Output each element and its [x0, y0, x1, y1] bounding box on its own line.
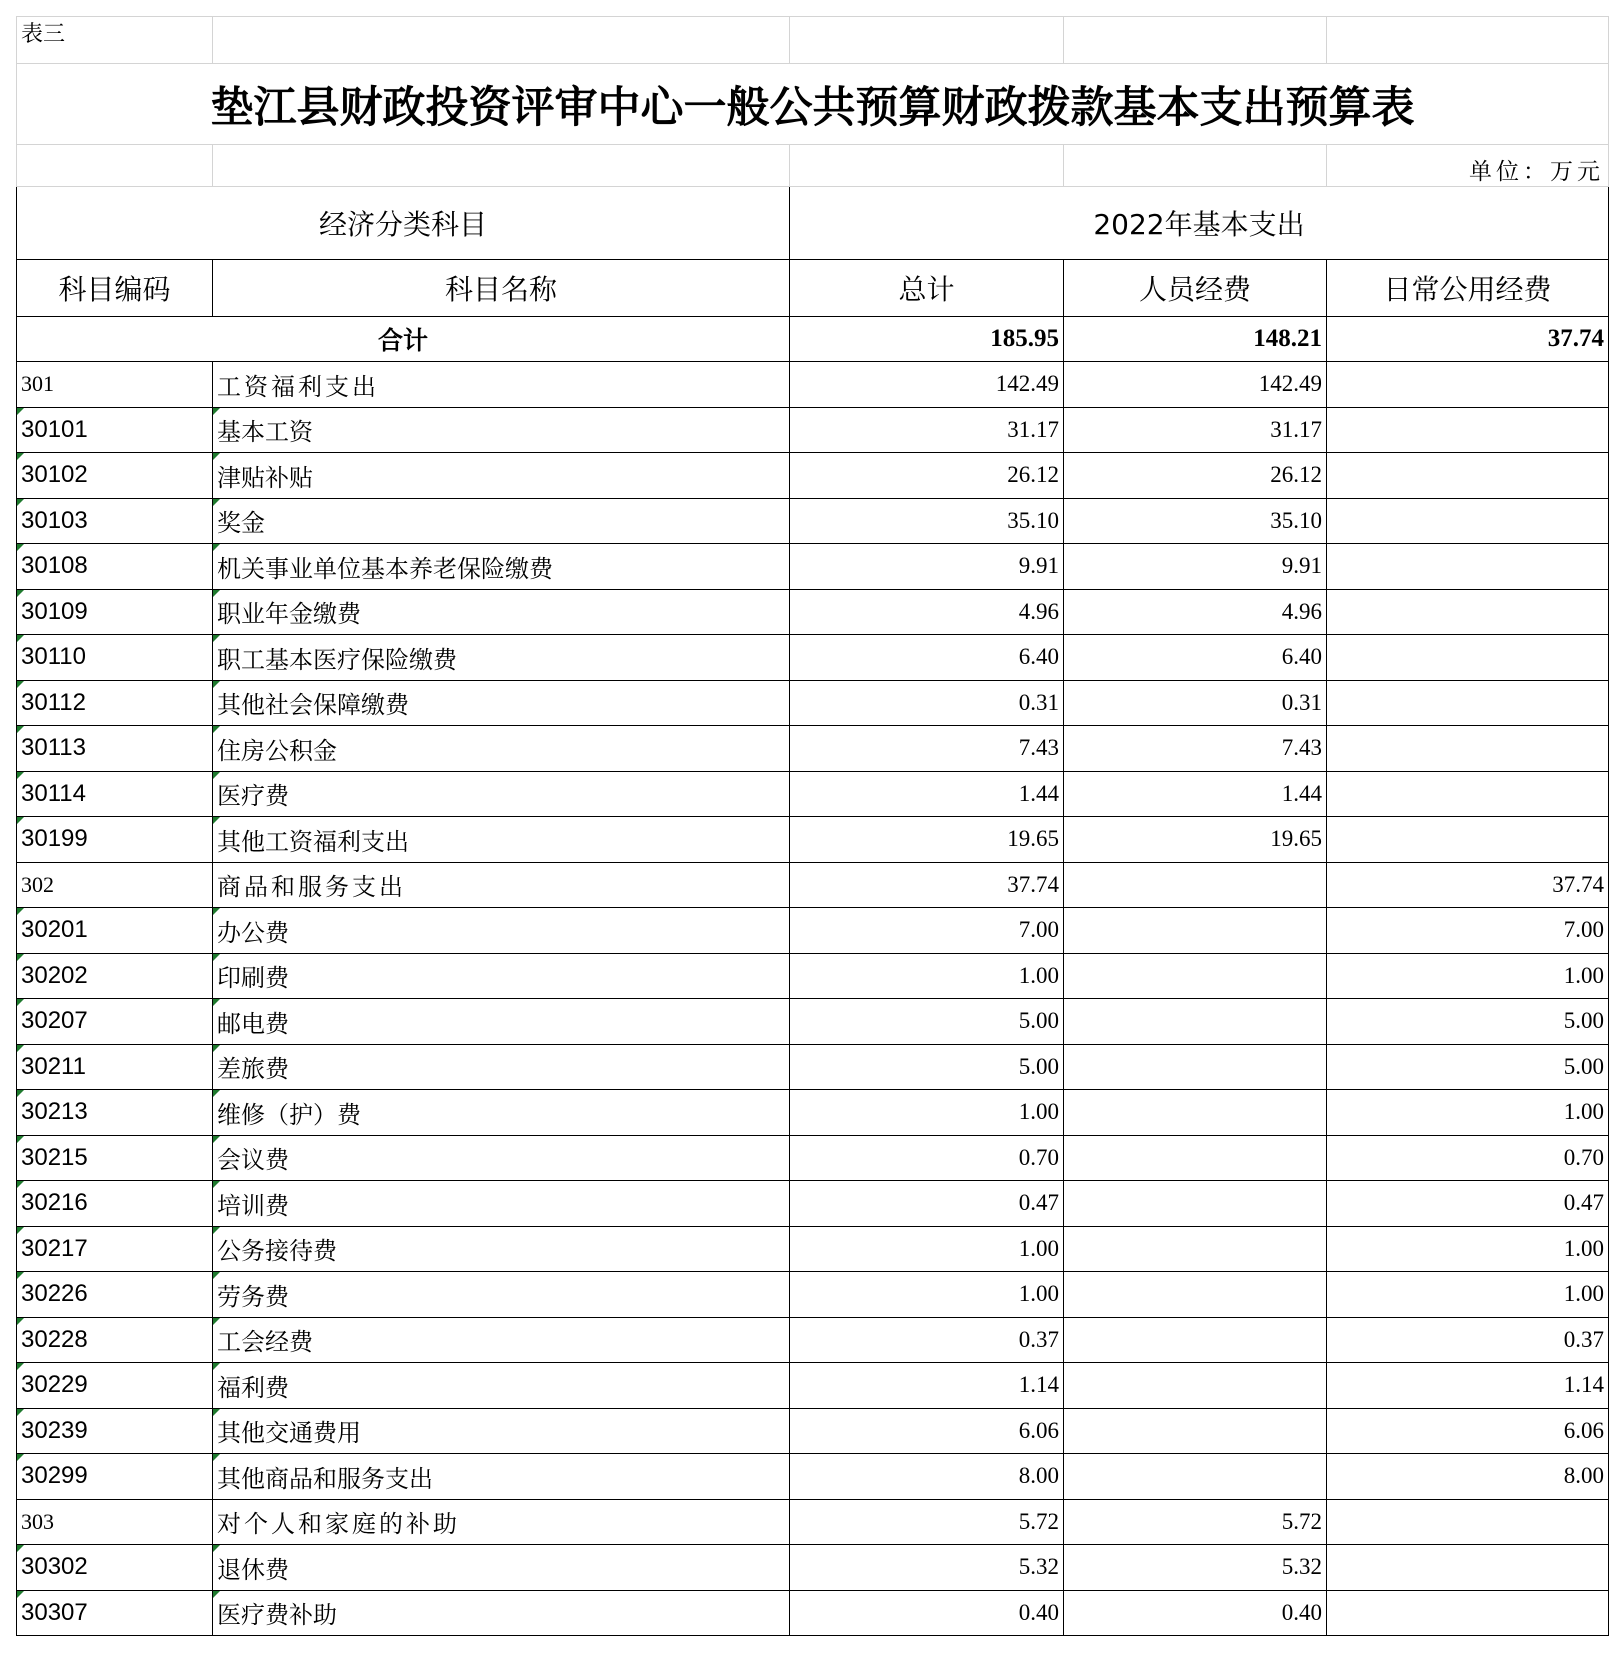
row-name: 奖金 [213, 498, 790, 544]
row-name: 职工基本医疗保险缴费 [213, 635, 790, 681]
table-row [17, 908, 1609, 954]
title-row [17, 64, 1609, 145]
table-row [17, 1363, 1609, 1409]
budget-table [16, 16, 1609, 1636]
row-name: 医疗费 [213, 771, 790, 817]
row-public [1327, 726, 1609, 772]
table-tag: 表三 [17, 17, 213, 64]
row-personnel: 19.65 [1064, 817, 1327, 863]
row-code: 30213 [17, 1090, 213, 1136]
sum-label: 合计 [17, 317, 790, 362]
row-personnel [1064, 908, 1327, 954]
row-name: 办公费 [213, 908, 790, 954]
table-row [17, 1590, 1609, 1636]
row-total: 0.37 [790, 1317, 1064, 1363]
row-code: 30302 [17, 1545, 213, 1591]
header-basic-expenditure: 2022年基本支出 [790, 187, 1609, 260]
row-personnel [1064, 953, 1327, 999]
unit-label: 单位：万元 [1327, 145, 1609, 187]
row-public: 1.00 [1327, 1272, 1609, 1318]
row-public: 0.47 [1327, 1181, 1609, 1227]
header-total: 总计 [790, 260, 1064, 317]
row-code: 30201 [17, 908, 213, 954]
row-name: 对个人和家庭的补助 [213, 1499, 790, 1545]
row-total: 31.17 [790, 407, 1064, 453]
row-public [1327, 635, 1609, 681]
row-public: 5.00 [1327, 999, 1609, 1045]
row-personnel [1064, 1181, 1327, 1227]
row-name: 退休费 [213, 1545, 790, 1591]
table-row [17, 544, 1609, 590]
row-code: 30109 [17, 589, 213, 635]
row-personnel [1064, 1044, 1327, 1090]
row-code: 30108 [17, 544, 213, 590]
row-personnel [1064, 1317, 1327, 1363]
row-name: 公务接待费 [213, 1226, 790, 1272]
table-row [17, 453, 1609, 499]
row-total: 1.44 [790, 771, 1064, 817]
row-total: 4.96 [790, 589, 1064, 635]
page-title: 垫江县财政投资评审中心一般公共预算财政拨款基本支出预算表 [17, 64, 1609, 145]
row-public: 1.14 [1327, 1363, 1609, 1409]
row-personnel: 4.96 [1064, 589, 1327, 635]
row-code: 30110 [17, 635, 213, 681]
row-personnel: 0.31 [1064, 680, 1327, 726]
row-code: 30114 [17, 771, 213, 817]
row-name: 其他工资福利支出 [213, 817, 790, 863]
row-name: 维修（护）费 [213, 1090, 790, 1136]
row-total: 5.32 [790, 1545, 1064, 1591]
row-personnel: 1.44 [1064, 771, 1327, 817]
row-total: 0.40 [790, 1590, 1064, 1636]
row-personnel: 31.17 [1064, 407, 1327, 453]
row-total: 1.00 [790, 1272, 1064, 1318]
table-row [17, 362, 1609, 408]
row-total: 5.00 [790, 1044, 1064, 1090]
row-name: 其他社会保障缴费 [213, 680, 790, 726]
row-total: 35.10 [790, 498, 1064, 544]
row-public: 1.00 [1327, 953, 1609, 999]
row-code: 30113 [17, 726, 213, 772]
row-total: 1.00 [790, 1090, 1064, 1136]
row-total: 7.43 [790, 726, 1064, 772]
row-public [1327, 1499, 1609, 1545]
row-code: 30228 [17, 1317, 213, 1363]
row-name: 医疗费补助 [213, 1590, 790, 1636]
row-public: 37.74 [1327, 862, 1609, 908]
row-code: 301 [17, 362, 213, 408]
header-code: 科目编码 [17, 260, 213, 317]
row-personnel [1064, 1272, 1327, 1318]
row-code: 30202 [17, 953, 213, 999]
row-total: 37.74 [790, 862, 1064, 908]
table-row [17, 1226, 1609, 1272]
row-total: 8.00 [790, 1454, 1064, 1500]
row-personnel [1064, 1363, 1327, 1409]
table-row [17, 1044, 1609, 1090]
row-personnel [1064, 1135, 1327, 1181]
header-econ-class: 经济分类科目 [17, 187, 790, 260]
row-personnel: 35.10 [1064, 498, 1327, 544]
row-name: 福利费 [213, 1363, 790, 1409]
row-code: 303 [17, 1499, 213, 1545]
row-code: 30112 [17, 680, 213, 726]
row-public: 5.00 [1327, 1044, 1609, 1090]
table-row [17, 1454, 1609, 1500]
row-personnel [1064, 862, 1327, 908]
row-public: 0.37 [1327, 1317, 1609, 1363]
row-name: 会议费 [213, 1135, 790, 1181]
row-total: 0.47 [790, 1181, 1064, 1227]
table-row [17, 635, 1609, 681]
table-row [17, 589, 1609, 635]
row-public: 1.00 [1327, 1090, 1609, 1136]
row-public [1327, 544, 1609, 590]
row-code: 30239 [17, 1408, 213, 1454]
table-row [17, 1408, 1609, 1454]
table-row [17, 1317, 1609, 1363]
row-public [1327, 362, 1609, 408]
row-name: 基本工资 [213, 407, 790, 453]
row-total: 5.00 [790, 999, 1064, 1045]
row-public [1327, 1590, 1609, 1636]
table-row [17, 1090, 1609, 1136]
row-name: 印刷费 [213, 953, 790, 999]
row-public: 0.70 [1327, 1135, 1609, 1181]
row-total: 7.00 [790, 908, 1064, 954]
row-personnel [1064, 1454, 1327, 1500]
row-name: 其他交通费用 [213, 1408, 790, 1454]
sum-total: 185.95 [790, 317, 1064, 362]
row-code: 30199 [17, 817, 213, 863]
row-public: 6.06 [1327, 1408, 1609, 1454]
row-code: 30226 [17, 1272, 213, 1318]
row-name: 住房公积金 [213, 726, 790, 772]
row-public [1327, 589, 1609, 635]
row-personnel [1064, 999, 1327, 1045]
row-public: 7.00 [1327, 908, 1609, 954]
row-total: 6.40 [790, 635, 1064, 681]
row-code: 30215 [17, 1135, 213, 1181]
sum-row [17, 317, 1609, 362]
row-total: 5.72 [790, 1499, 1064, 1545]
header-public: 日常公用经费 [1327, 260, 1609, 317]
unit-row [17, 145, 1609, 187]
row-name: 津贴补贴 [213, 453, 790, 499]
table-row [17, 1272, 1609, 1318]
table-row [17, 999, 1609, 1045]
table-row [17, 407, 1609, 453]
row-total: 1.00 [790, 1226, 1064, 1272]
row-name: 工资福利支出 [213, 362, 790, 408]
table-row [17, 771, 1609, 817]
row-code: 30102 [17, 453, 213, 499]
row-total: 1.00 [790, 953, 1064, 999]
row-code: 302 [17, 862, 213, 908]
row-personnel: 5.32 [1064, 1545, 1327, 1591]
row-total: 1.14 [790, 1363, 1064, 1409]
table-row [17, 498, 1609, 544]
row-personnel: 6.40 [1064, 635, 1327, 681]
row-code: 30307 [17, 1590, 213, 1636]
row-name: 培训费 [213, 1181, 790, 1227]
row-total: 26.12 [790, 453, 1064, 499]
row-total: 0.31 [790, 680, 1064, 726]
row-name: 工会经费 [213, 1317, 790, 1363]
row-personnel: 26.12 [1064, 453, 1327, 499]
row-name: 商品和服务支出 [213, 862, 790, 908]
row-personnel [1064, 1090, 1327, 1136]
row-public: 1.00 [1327, 1226, 1609, 1272]
row-name: 邮电费 [213, 999, 790, 1045]
row-public [1327, 498, 1609, 544]
row-code: 30217 [17, 1226, 213, 1272]
table-row [17, 680, 1609, 726]
row-total: 0.70 [790, 1135, 1064, 1181]
header-name: 科目名称 [213, 260, 790, 317]
row-public [1327, 407, 1609, 453]
row-code: 30299 [17, 1454, 213, 1500]
table-row [17, 1499, 1609, 1545]
row-personnel: 0.40 [1064, 1590, 1327, 1636]
sum-personnel: 148.21 [1064, 317, 1327, 362]
row-total: 19.65 [790, 817, 1064, 863]
row-personnel: 7.43 [1064, 726, 1327, 772]
table-row [17, 862, 1609, 908]
row-public [1327, 771, 1609, 817]
header-personnel: 人员经费 [1064, 260, 1327, 317]
row-name: 劳务费 [213, 1272, 790, 1318]
row-name: 差旅费 [213, 1044, 790, 1090]
row-code: 30101 [17, 407, 213, 453]
row-public [1327, 680, 1609, 726]
header-row-columns [17, 260, 1609, 317]
table-row [17, 953, 1609, 999]
header-row-group [17, 187, 1609, 260]
table-row [17, 1135, 1609, 1181]
row-personnel: 9.91 [1064, 544, 1327, 590]
table-row [17, 726, 1609, 772]
row-public: 8.00 [1327, 1454, 1609, 1500]
sum-public: 37.74 [1327, 317, 1609, 362]
row-personnel: 5.72 [1064, 1499, 1327, 1545]
table-row [17, 1545, 1609, 1591]
row-code: 30211 [17, 1044, 213, 1090]
row-public [1327, 1545, 1609, 1591]
row-name: 机关事业单位基本养老保险缴费 [213, 544, 790, 590]
row-code: 30103 [17, 498, 213, 544]
row-total: 6.06 [790, 1408, 1064, 1454]
row-personnel [1064, 1408, 1327, 1454]
tag-row [17, 17, 1609, 64]
row-name: 职业年金缴费 [213, 589, 790, 635]
row-personnel: 142.49 [1064, 362, 1327, 408]
row-total: 9.91 [790, 544, 1064, 590]
row-total: 142.49 [790, 362, 1064, 408]
table-row [17, 817, 1609, 863]
row-public [1327, 453, 1609, 499]
row-code: 30207 [17, 999, 213, 1045]
row-code: 30216 [17, 1181, 213, 1227]
row-personnel [1064, 1226, 1327, 1272]
row-public [1327, 817, 1609, 863]
row-name: 其他商品和服务支出 [213, 1454, 790, 1500]
row-code: 30229 [17, 1363, 213, 1409]
table-row [17, 1181, 1609, 1227]
